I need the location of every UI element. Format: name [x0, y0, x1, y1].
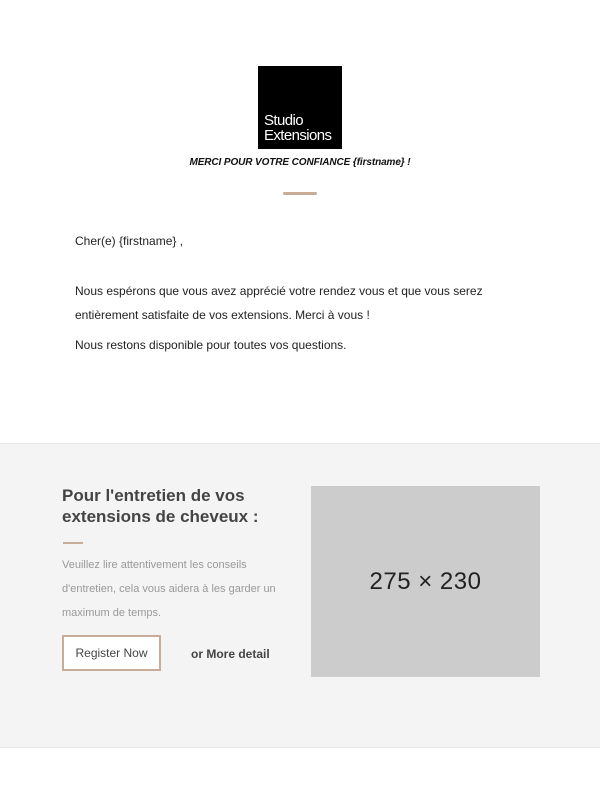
care-promo-section: [0, 443, 600, 748]
message-paragraph-2: Nous restons disponible pour toutes vos questions.: [75, 338, 347, 352]
promo-heading: Pour l'entretien de vos extensions de cheveux :: [62, 486, 259, 526]
register-now-button[interactable]: Register Now: [62, 635, 161, 671]
logo-line-2: Extensions: [264, 127, 332, 144]
more-detail-link[interactable]: or More detail: [191, 647, 270, 661]
greeting-text: Cher(e) {firstname} ,: [75, 234, 184, 248]
logo-line-1: Studio: [264, 112, 303, 129]
message-paragraph-1: Nous espérons que vous avez apprécié votre rendez vous et que vous serez entièrement satisfaite de vos extensions. Merci à vous !: [75, 284, 483, 322]
page-headline: MERCI POUR VOTRE CONFIANCE {firstname} !: [189, 157, 411, 168]
headline-divider: [283, 192, 317, 195]
image-placeholder: 275 × 230: [311, 486, 540, 677]
promo-description: Veuillez lire attentivement les conseils d'entretien, cela vous aidera à les garder un maximum de temps.: [62, 559, 276, 619]
studio-extensions-logo: [258, 66, 342, 149]
promo-divider: [63, 542, 83, 544]
